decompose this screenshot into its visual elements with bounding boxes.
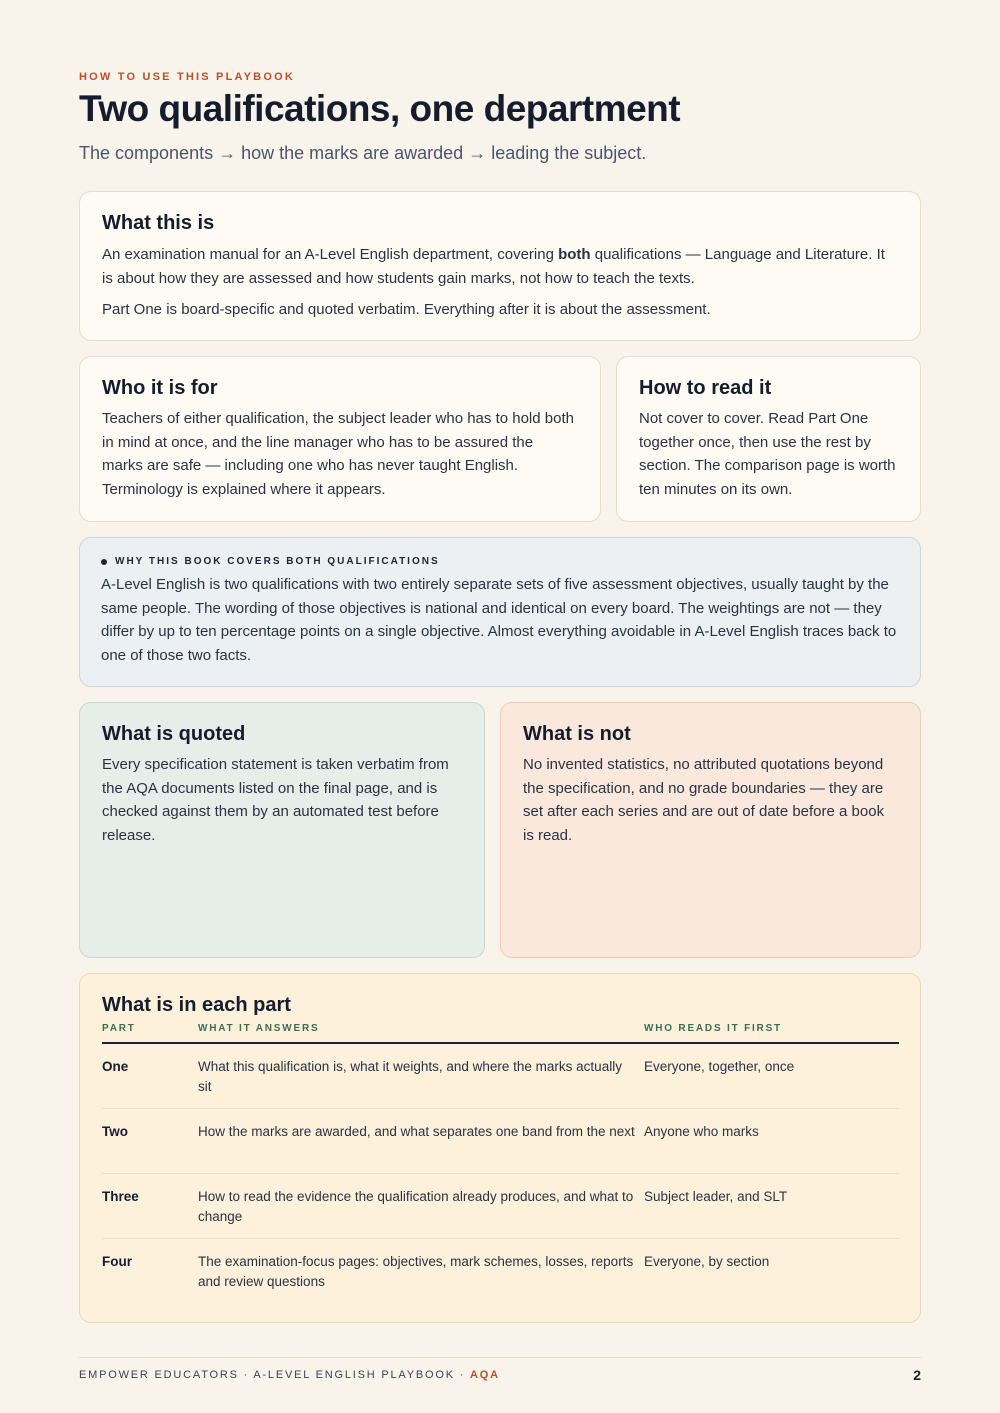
card-parts-table [79, 973, 921, 1323]
card-what-is-not [500, 702, 921, 958]
card-body [102, 243, 898, 290]
readers-cell: Anyone who marks [644, 1109, 899, 1174]
card-heading: What this is [102, 212, 215, 234]
page-title: Two qualifications, one department [79, 88, 681, 129]
card-how-to-read [616, 356, 921, 522]
part-cell: Four [102, 1254, 132, 1269]
table-row [102, 1174, 899, 1239]
card-body: Every specification statement is taken verbatim from the AQA documents listed on the final page, and is checked against them by an automated test before release. [102, 756, 449, 844]
card-what-is-quoted [79, 702, 485, 958]
table-row [102, 1109, 899, 1174]
card-why-both [79, 537, 921, 687]
readers-cell: Everyone, together, once [644, 1043, 899, 1109]
table-header-row [102, 1021, 899, 1043]
page-number: 2 [913, 1367, 921, 1383]
footer-divider [79, 1357, 921, 1358]
readers-cell: Subject leader, and SLT [644, 1174, 899, 1239]
part-cell: Three [102, 1174, 198, 1239]
card-body: Not cover to cover. Read Part One together once, then use the rest by section. The comparison page is worth ten minutes on its own. [639, 410, 896, 498]
page-subtitle: The components → how the marks are awarded → leading the subject. [79, 143, 647, 163]
column-header: WHAT IT ANSWERS [198, 1021, 644, 1043]
card-heading: How to read it [639, 377, 772, 399]
footer-credit [79, 1369, 500, 1381]
card-who-it-is-for [79, 356, 601, 522]
table-row [102, 1043, 899, 1109]
callout-label [101, 556, 899, 567]
answers-cell: What this qualification is, what it weights, and where the marks actually sit [198, 1043, 644, 1109]
readers-cell: Everyone, by section [644, 1254, 770, 1269]
callout-label-text: WHY THIS BOOK COVERS BOTH QUALIFICATIONS [115, 556, 440, 567]
card-heading: What is in each part [102, 994, 291, 1016]
parts-table [102, 1021, 899, 1303]
answers-cell: How the marks are awarded, and what separates one band from the next [198, 1109, 644, 1174]
column-header: WHO READS IT FIRST [644, 1021, 899, 1043]
footer-text: EMPOWER EDUCATORS · A-LEVEL ENGLISH PLAYBOOK · [79, 1369, 471, 1381]
eyebrow: HOW TO USE THIS PLAYBOOK [79, 71, 295, 83]
card-heading: What is quoted [102, 723, 246, 745]
callout-body: A-Level English is two qualifications with two entirely separate sets of five assessment objectives, usually taught by the same people. The wording of those objectives is national and identical on every board. The weightings are not — they differ by up to ten percentage points on a single objective. Almost everything avoidable in A-Level English traces back to one of those two facts. [101, 576, 897, 664]
bullet-dot-icon [101, 559, 107, 565]
footer [79, 1367, 921, 1383]
emphasis: both [558, 246, 591, 263]
card-body: Teachers of either qualification, the subject leader who has to hold both in mind at once, and the line manager who has to be assured the marks are safe — including one who has never taught English. Terminology is explained where it appears. [102, 410, 574, 498]
text: qualifications — Language and Literature. It is about how they are assessed and how students gain marks, not how to teach the texts. [102, 246, 885, 287]
table-row [102, 1239, 899, 1304]
card-body: No invented statistics, no attributed quotations beyond the specification, and no grade boundaries — they are set after each series and are out of date before a book is read. [523, 756, 885, 844]
part-cell: Two [102, 1109, 198, 1174]
answers-cell: How to read the evidence the qualification already produces, and what to change [198, 1174, 644, 1239]
column-header: PART [102, 1021, 198, 1043]
card-body: Part One is board-specific and quoted verbatim. Everything after it is about the assessment. [102, 301, 711, 318]
card-what-this-is [79, 191, 921, 341]
card-heading: What is not [523, 723, 631, 745]
part-cell: One [102, 1043, 198, 1109]
answers-cell: The examination-focus pages: objectives, mark schemes, losses, reports and review questions [198, 1254, 634, 1289]
card-heading: Who it is for [102, 377, 218, 399]
text: An examination manual for an A-Level English department, covering [102, 246, 559, 263]
footer-board: AQA [470, 1369, 500, 1381]
